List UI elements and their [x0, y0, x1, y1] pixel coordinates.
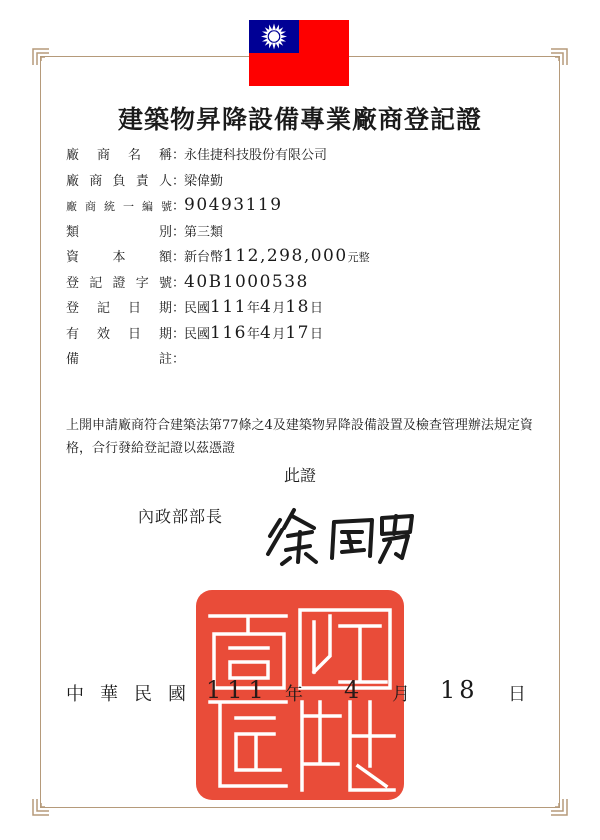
field-label: 廠 商 負 責 人: [66, 173, 172, 189]
border-corner-ornament: [550, 798, 568, 816]
field-row-category: 類 別 ： 第三類: [66, 221, 370, 247]
date-era: 中華民國: [66, 684, 202, 705]
field-row-representative: 廠 商 負 責 人 ： 梁偉勤: [66, 170, 370, 196]
field-label: 備 註: [66, 352, 172, 367]
field-value: 梁偉勤: [184, 173, 224, 189]
field-row-capital: 資 本 額 ： 新台幣112,298,000元整: [66, 246, 370, 266]
date-month-unit: 月: [392, 684, 410, 705]
minister-title: 內政部部長: [138, 507, 224, 526]
field-value: 新台幣112,298,000元整: [184, 246, 370, 266]
field-label: 類 別: [66, 224, 172, 240]
field-row-expiry-date: 有 效 日 期 ： 民國116年4月17日: [66, 322, 323, 343]
field-row-registration-date: 登 記 日 期 ： 民國111年4月18日: [66, 297, 323, 317]
national-flag-icon: [249, 20, 349, 86]
certificate-title: 建築物昇降設備專業廠商登記證: [117, 105, 482, 134]
field-value: 40B1000538: [184, 271, 309, 292]
certification-statement: 上開申請廠商符合建築法第77條之4及建築物昇降設備設置及檢查管理辦法規定資格，合行發給登記證以茲憑證: [66, 418, 533, 456]
date-month: 4: [344, 676, 360, 704]
field-value: 民國111年4月18日: [184, 297, 323, 317]
field-value: 民國116年4月17日: [184, 322, 323, 343]
field-row-tax-id: 廠 商 統 一 編 號 ： 90493119: [66, 195, 283, 215]
field-value: 90493119: [184, 195, 283, 215]
field-row-remarks: 備 註 ：: [66, 348, 370, 374]
minister-signature: [262, 492, 442, 572]
date-day: 18: [440, 676, 479, 704]
border-corner-ornament: [550, 48, 568, 66]
registration-fields: [66, 144, 370, 374]
field-row-license-number: 登 記 證 字 號 ： 40B1000538: [66, 271, 309, 292]
field-label: 廠 商 名 稱: [66, 148, 172, 163]
date-day-unit: 日: [508, 684, 526, 705]
field-label: 資 本 額: [66, 250, 172, 265]
field-value: 第三類: [184, 224, 224, 240]
field-value: 永佳捷科技股份有限公司: [184, 148, 328, 163]
certify-mark: 此證: [283, 466, 316, 485]
border-corner-ornament: [32, 798, 50, 816]
field-label: 登 記 日 期: [66, 301, 172, 316]
date-year: 111: [206, 676, 270, 704]
svg-text:內政部印: 內政部印: [299, 800, 303, 801]
field-label: 登 記 證 字 號: [66, 275, 172, 291]
field-label: 有 效 日 期: [66, 326, 172, 342]
svg-text:徐國勇: 徐國勇: [352, 570, 355, 571]
date-year-unit: 年: [285, 684, 303, 705]
field-label: 廠 商 統 一 編 號: [66, 200, 172, 213]
border-corner-ornament: [32, 48, 50, 66]
field-row-company-name: 廠 商 名 稱 ： 永佳捷科技股份有限公司: [66, 144, 370, 170]
